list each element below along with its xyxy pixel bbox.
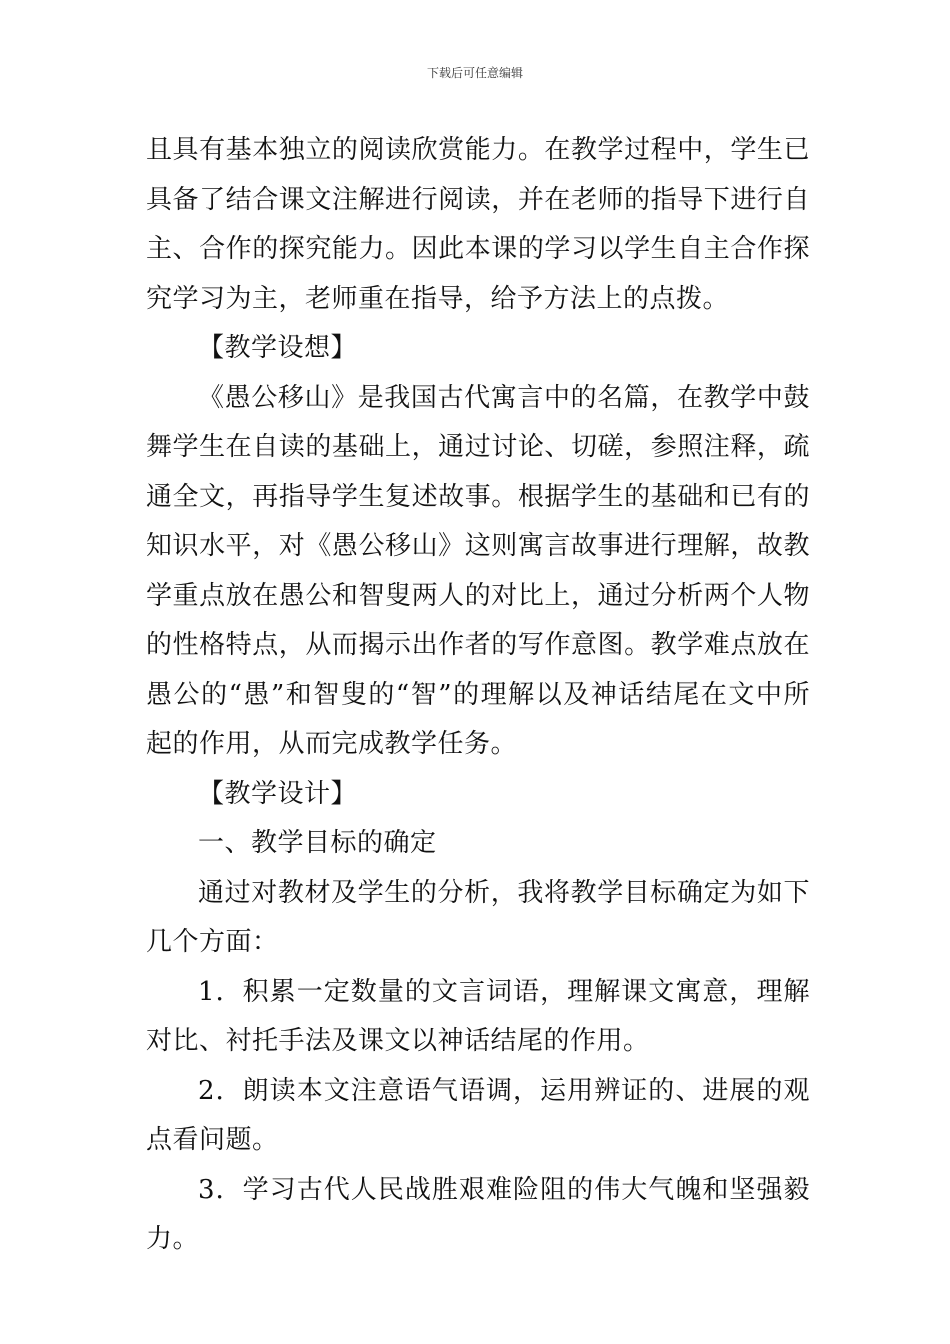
section-heading-teaching-design: 【教学设计】 [198,778,358,809]
goal-item-2: 2．朗读本文注意语气语调，运用辨证的、进展的观点看问题。 [146,1075,810,1155]
page-header: 下载后可任意编辑 [426,66,523,80]
goal-item-3: 3．学习古代人民战胜艰难险阻的伟大气魄和坚强毅力。 [146,1174,810,1254]
goal-item-1: 1．积累一定数量的文言词语，理解课文寓意，理解对比、衬托手法及课文以神话结尾的作用。 [146,976,810,1056]
document-body [146,126,810,1265]
paragraph-teaching-idea: 《愚公移山》是我国古代寓言中的名篇，在教学中鼓舞学生在自读的基础上，通过讨论、切磋，参照注释，疏通全文，再指导学生复述故事。根据学生的基础和已有的知识水平，对《愚公移山》这则寓言故事进行理解，故教学重点放在愚公和智叟两人的对比上，通过分析两个人物的性格特点，从而揭示出作者的写作意图。教学难点放在愚公的“愚”和智叟的“智”的理解以及神话结尾在文中所起的作用，从而完成教学任务。 [146,382,810,759]
subheading-teaching-goals: 一、教学目标的确定 [198,828,437,858]
paragraph-goals-intro: 通过对教材及学生的分析，我将教学目标确定为如下几个方面： [146,877,810,957]
section-heading-teaching-idea: 【教学设想】 [198,333,358,363]
paragraph-continued: 且具有基本独立的阅读欣赏能力。在教学过程中，学生已具备了结合课文注解进行阅读，并在老师的指导下进行自主、合作的探究能力。因此本课的学习以学生自主合作探究学习为主，老师重在指导，给予方法上的点拨。 [146,135,810,314]
